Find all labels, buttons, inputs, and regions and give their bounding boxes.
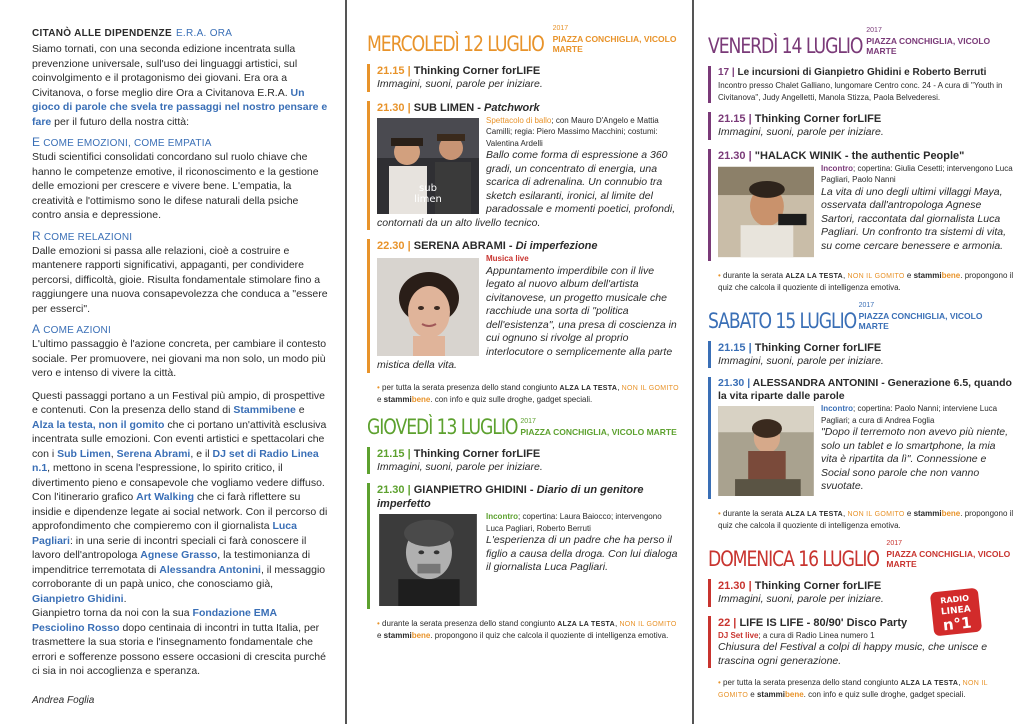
fp-j: . [123,592,127,605]
day-place-friday: PIAZZA CONCHIGLIA, VICOLO MARTE [866,36,991,56]
note-alza: ALZA LA TESTA [785,272,844,280]
section-a-text: L'ultimo passaggio è l'azione concreta, per cambiare il contesto sociale. Per promuovere, nei giovani ma non solo, un modo più vero e intenso di vivere la città. [32,338,327,379]
fp-i: , il messaggio corroborante di un papà unico, che conosciamo già, [32,563,326,590]
event-name: Thinking Corner forLIFE [413,447,541,460]
event-description: La vita di uno degli ultimi villaggi Maya, osservata dall'antropologa Agnese Sartori, raccontata dal giornalista Luca Pagliari. Un confronto tra sistemi di vita, su come cercare benessere e armonia. [821,185,1006,252]
event-name: Thinking Corner forLIFE [754,580,882,592]
intro-paragraph [32,42,328,129]
day-header-sunday [708,539,1014,571]
note-alza: ALZA LA TESTA [557,621,615,628]
event-time: 21.15 | [377,447,411,460]
event-description: L'esperienza di un padre che ha perso il figlio a causa della droga. Con lui dialoga il giornalista Luca Pagliari. [486,534,678,573]
fp-serena: Serena Abrami [116,447,191,460]
event-subtitle: Immagini, suoni, parole per iniziare. [718,354,884,367]
serena-abrami-photo [377,256,479,356]
note-alza: ALZA LA TESTA [559,384,618,392]
event-subtitle: Immagini, suoni, parole per iniziare. [377,78,543,90]
sun-stand-note [718,677,1014,701]
gp-fondazione: Fondazione EMA Pesciolino Rosso [32,607,277,634]
intro-column [0,0,342,724]
note-non: NON IL GOMITO [847,511,905,518]
note-b: , [614,619,620,628]
note-stammi: stammi [383,394,412,404]
ghidini-photo [377,514,479,606]
event-meta-text: ; copertina: Paolo Nanni; interviene Luca Pagliari; a cura di Andrea Foglia [821,404,998,425]
note-stammi: stammi [756,690,785,699]
event-name: Thinking Corner forLIFE [413,65,541,77]
note-d: . propongono il quiz che calcola il quoziente di intelligenza emotiva. [718,509,1014,530]
note-c: e [377,394,384,404]
note-d: . propongono il quiz che calcola il quoziente di intelligenza emotiva. [718,270,1014,292]
fri-stand-note [718,270,1014,293]
event-time: 17 | [718,67,735,78]
fp-gianpietro: Gianpietro Ghidini [32,592,124,605]
day-place-thursday: PIAZZA CONCHIGLIA, VICOLO MARTE [520,426,677,437]
event-meta-label: Incontro [821,404,853,413]
gianpietro-paragraph [32,606,328,679]
event-title [377,447,680,461]
note-a: per tutta la serata presenza dello stand congiunto [382,382,560,392]
section-a-rest: COME AZIONI [40,325,111,336]
intro-text-b: per il futuro della nostra città: [51,115,190,128]
note-c: e [377,631,384,640]
fp-e2: , mettono in scena l'espressione, lo spirito critico, il divertimento pieno e consapevole che vogliamo vedere diffuso. Con l'itinerario grafico [32,462,325,503]
event-fri-halack-winik [708,149,1014,261]
event-description: Chiusura del Festival a colpi di happy music, che unisce e trascina ogni generazione. [718,641,988,667]
note-b: , [843,509,848,518]
sat-stand-note [718,508,1014,531]
section-r-text: Dalle emozioni si passa alle relazioni, cioè a costruire e mantenere rapporti significativi, appaganti, per condividere percorsi, difficoltà, gioie. Risulta fondamentale stimolare fino a raggiungere una nuova consapevolezza che conduca a "essere per esserci". [32,244,328,315]
intro-heading [32,28,328,39]
fp-alessandra: Alessandra Antonini [159,563,261,576]
radio-logo-line2: LINEA [940,604,972,618]
event-meta-text: ; copertina: Laura Baiocco; intervengono Luca Pagliari, Roberto Berruti [486,512,662,533]
event-body [718,163,1014,261]
note-bullet: • [718,270,721,280]
thu-stand-note [377,618,680,641]
fp-c: , [110,447,117,460]
event-meta: Incontro presso Chalet Galliano, lungomare Centro conc. 24 - A cura di "Youth in Civitanova", Judy Angelletti, Manola Stizza, Paola Belvederesi. [718,81,1003,102]
day-place-wednesday: PIAZZA CONCHIGLIA, VICOLO MARTE [552,34,677,54]
event-name: Le incursioni di Gianpietro Ghidini e Roberto Berruti [737,67,987,78]
note-b: , [617,382,622,392]
note-a: durante la serata [723,270,786,280]
day-year-thursday: 2017 [520,417,536,425]
note-non: NON IL GOMITO [621,384,679,392]
note-bullet: • [718,678,721,687]
sub-limen-photo-text-2: limen [414,193,442,205]
note-alza: ALZA LA TESTA [785,511,844,518]
day-header-friday [708,26,1014,58]
note-c: e [904,270,914,280]
day-place-sunday: PIAZZA CONCHIGLIA, VICOLO MARTE [886,549,1011,569]
event-title [377,483,680,511]
day-header-thursday [367,415,680,439]
event-meta-label: Incontro [821,163,853,173]
note-d: . con info e quiz sulle droghe, gadget speciali. [803,690,966,699]
event-sat-antonini [708,377,1014,499]
event-name: GIANPIETRO GHIDINI - [413,484,537,496]
note-bene: bene [411,631,431,640]
section-e-rest: COME EMOZIONI, COME EMPATIA [40,138,212,149]
event-time: 21.30 | [718,149,752,162]
event-subtitle: Immagini, suoni, parole per iniziare. [718,593,884,605]
day-side-wednesday [553,24,680,56]
day-year-wednesday: 2017 [552,25,569,32]
fp-dj: DJ set di Radio Linea n.1 [32,447,319,474]
event-description: Ballo come forma di espressione a 360 gradi, un concentrato di energia, una scarica di adrenalina. Un connubio tra sketch esilaranti, ironici, al limite del paradossale e momenti poetici, profondi, contornati da un alto livello tecnico. [377,149,676,229]
event-thu-thinking-corner [367,447,680,475]
intro-heading-era: E.R.A. ORA [175,28,233,39]
event-meta-label: Incontro [486,512,518,521]
wed-stand-note [377,382,680,405]
event-title [718,341,1014,355]
event-body [377,511,680,609]
event-time: 21.15 | [718,113,752,125]
section-e-text: Studi scientifici consolidati concordano sul ruolo chiave che hanno le competenze emotive, il riconoscimento e la gestione delle emozioni per crescere e vivere bene. L'empatia, la creatività e l'ottimismo sono le difese naturali della psiche contro ansia e depressione. [32,151,319,221]
intro-heading-text: CITANÒ ALLE DIPENDENZE [32,28,172,39]
antonini-photo [718,406,814,496]
event-wed-serena-abrami [367,239,680,373]
signature: Andrea Foglia [32,694,95,706]
note-bullet: • [377,382,380,392]
section-e-letter: E [32,135,41,149]
fp-art: Art Walking [136,491,195,503]
note-b: , [958,678,963,687]
day-year-saturday: 2017 [858,301,875,309]
note-bene: bene [941,270,961,280]
radio-logo-line1: RADIO [939,593,970,606]
event-title [718,377,1014,403]
event-meta-text: ; a cura di Radio Linea numero 1 [758,630,875,640]
note-bullet: • [377,619,380,628]
note-stammi: stammi [913,270,942,280]
gp-a: Gianpietro torna da noi con la sua [32,607,193,619]
note-b: , [843,270,848,280]
event-subtitle: Immagini, suoni, parole per iniziare. [377,460,543,473]
event-time: 21.30 | [377,101,411,114]
day-side-thursday [520,417,676,439]
day-name-saturday: SABATO 15 LUGLIO [708,308,857,333]
note-bene: bene [411,394,431,404]
event-title [377,239,680,253]
program-column-1 [345,0,690,724]
event-name-italic: Di imperfezione [515,240,598,252]
event-name: ALESSANDRA ANTONINI - Generazione 6.5, quando la vita riparte dalle parole [718,377,1012,402]
day-place-saturday: PIAZZA CONCHIGLIA, VICOLO MARTE [858,310,983,331]
event-time: 21.30 | [718,377,751,389]
note-non: NON IL GOMITO [619,621,677,628]
fp-alza: Alza la testa, non il gomito [32,418,165,431]
event-title [718,66,1014,80]
note-non: NON IL GOMITO [847,272,905,280]
event-title [718,112,1014,126]
fp-stammibene: Stammibene [233,404,296,416]
event-title [718,149,1014,163]
note-a: per tutta la serata presenza dello stand congiunto [723,678,901,687]
event-name-italic: Diario di un genitore imperfetto [377,484,644,510]
event-title [377,64,680,78]
note-bene: bene [941,509,961,518]
note-non: NON IL GOMITO [718,680,988,699]
event-wed-thinking-corner [367,64,680,92]
day-side-sunday [886,539,1014,571]
note-alza: ALZA LA TESTA [900,680,959,687]
note-stammi: stammi [913,509,942,518]
note-bullet: • [718,509,721,518]
event-thu-ghidini [367,483,680,609]
fp-e: e [295,404,305,416]
event-name: SERENA ABRAMI - [413,240,516,252]
fp-h: , la testimonianza di impenditrice terremotata di [32,549,311,576]
fp-f: che ci farà riflettere su insidie e dipendenze legate ai social network. Con il percorso di approfondimento che compieremo con il giornalista [32,491,328,532]
event-time: 21.30 | [377,484,411,496]
section-e-heading [32,135,328,149]
event-wed-sub-limen [367,101,680,231]
event-name: LIFE IS LIFE - 80/90' Disco Party [739,616,908,629]
section-r-rest: COME RELAZIONI [40,231,133,243]
event-meta-label: Spettacolo di ballo [486,115,552,125]
event-meta-label: DJ Set live [718,630,759,640]
event-fri-thinking-corner [708,112,1014,140]
radio-linea-logo [930,588,982,636]
event-time: 21.15 | [377,65,411,77]
intro-highlight: Un gioco di parole che svela tre passaggi nel nostro pensare e fare [32,86,328,128]
day-name-wednesday: MERCOLEDÌ 12 LUGLIO [367,32,544,56]
day-side-friday [866,26,1014,58]
event-meta-text: ; con Mauro D'Angelo e Mattia Camilli; regia: Piero Massimo Macchini; costumi: Valentina Ardelli [486,115,659,148]
day-name-sunday: DOMENICA 16 LUGLIO [708,547,879,571]
event-meta-label: Musica live [486,254,529,263]
sub-limen-photo [377,118,479,214]
event-name-italic: Patchwork [484,101,540,114]
event-body [718,403,1014,499]
day-year-sunday: 2017 [886,540,902,547]
event-title [377,101,680,115]
event-name: Thinking Corner forLIFE [754,113,882,125]
sub-limen-photo-text: sub [419,182,437,194]
event-body [377,253,680,373]
day-name-friday: VENERDÌ 14 LUGLIO [708,34,863,58]
event-name: "HALACK WINIK - the authentic People" [754,149,965,162]
note-c: e [904,509,914,518]
section-a-heading [32,322,328,336]
event-time: 22 | [718,616,737,629]
section-a-letter: A [32,322,41,336]
event-time: 22.30 | [377,240,411,252]
note-c: e [748,690,757,699]
fp-d: , e il [190,447,213,460]
note-bene: bene [784,690,804,699]
day-header-wednesday [367,24,680,56]
gp-b: dopo centinaia di incontri in tutta Italia, per trasmettere la sua storia e l'insegnamento fondamentale che errori e sofferenze possono essere occasioni di crescita purché ci sia in noi accoglienza e speranza. [32,621,326,677]
fp-luca: Luca Pagliari [32,520,297,547]
event-sat-thinking-corner [708,341,1014,369]
event-name: Thinking Corner forLIFE [754,341,882,354]
note-stammi: stammi [383,631,412,640]
fp-sub-limen: Sub Limen [57,447,111,460]
day-year-friday: 2017 [866,27,882,34]
event-body [377,115,680,231]
day-side-saturday [859,301,1014,333]
event-fri-incursioni [708,66,1014,103]
event-description: "Dopo il terremoto non avevo più niente, solo un tablet e lo smartphone, la mia vita è ripartita da lì". Connessione e Social sono parole che non vanno svuotate. [821,426,1009,492]
event-name: SUB LIMEN - [413,101,485,114]
note-d: . con info e quiz sulle droghe, gadget speciali. [430,394,593,404]
radio-logo-line3: n°1 [942,613,973,635]
festival-paragraph [32,389,328,607]
note-a: durante la serata presenza dello stand congiunto [382,619,558,628]
event-meta-text: ; copertina: Giulia Cesetti; intervengono Luca Pagliari, Paolo Nanni [821,163,1013,184]
fp-agnese: Agnese Grasso [140,549,218,561]
fp-a: Questi passaggi portano a un Festival più ampio, di prospettive e contenuti. Con la presenza dello stand di [32,389,326,416]
event-time: 21.15 | [718,341,752,354]
halack-winik-photo [718,166,814,258]
event-time: 21.30 | [718,580,752,592]
section-r-heading [32,229,328,243]
event-description: Appuntamento imperdibile con il live legato al nuovo album dell'artista civitanovese, un progetto musicale che racchiude una sorta di "politica dell'esistenza", una presa di coscienza in cui ognuno si rivolge al proprio interlocutore o semplicemente alla parte mistica della vita. [377,264,677,371]
note-d: . propongono il quiz che calcola il quoziente di intelligenza emotiva. [430,631,669,640]
day-header-saturday [708,301,1014,333]
event-subtitle: Immagini, suoni, parole per iniziare. [718,126,884,138]
intro-text-a: Siamo tornati, con una seconda edizione incentrata sulla prevenzione universale, sull'uso dei linguaggi artistici, sul coinvolgimento e il protagonismo dei giovani. Era ora a Civitanova, o forse meglio dire Ora a Civitanova E.R.A. [32,43,298,99]
fp-b: che ci portano un'attività esclusiva incentrata sulle emozioni. Con eventi artistici e spettacolari che con i [32,418,327,460]
fp-g: : in una serie di incontri speciali ci farà conoscere il lavoro dell'antropologa [32,534,307,561]
day-name-thursday: GIOVEDÌ 13 LUGLIO [367,414,518,439]
section-r-letter: R [32,228,41,243]
note-a: durante la serata [723,509,786,518]
